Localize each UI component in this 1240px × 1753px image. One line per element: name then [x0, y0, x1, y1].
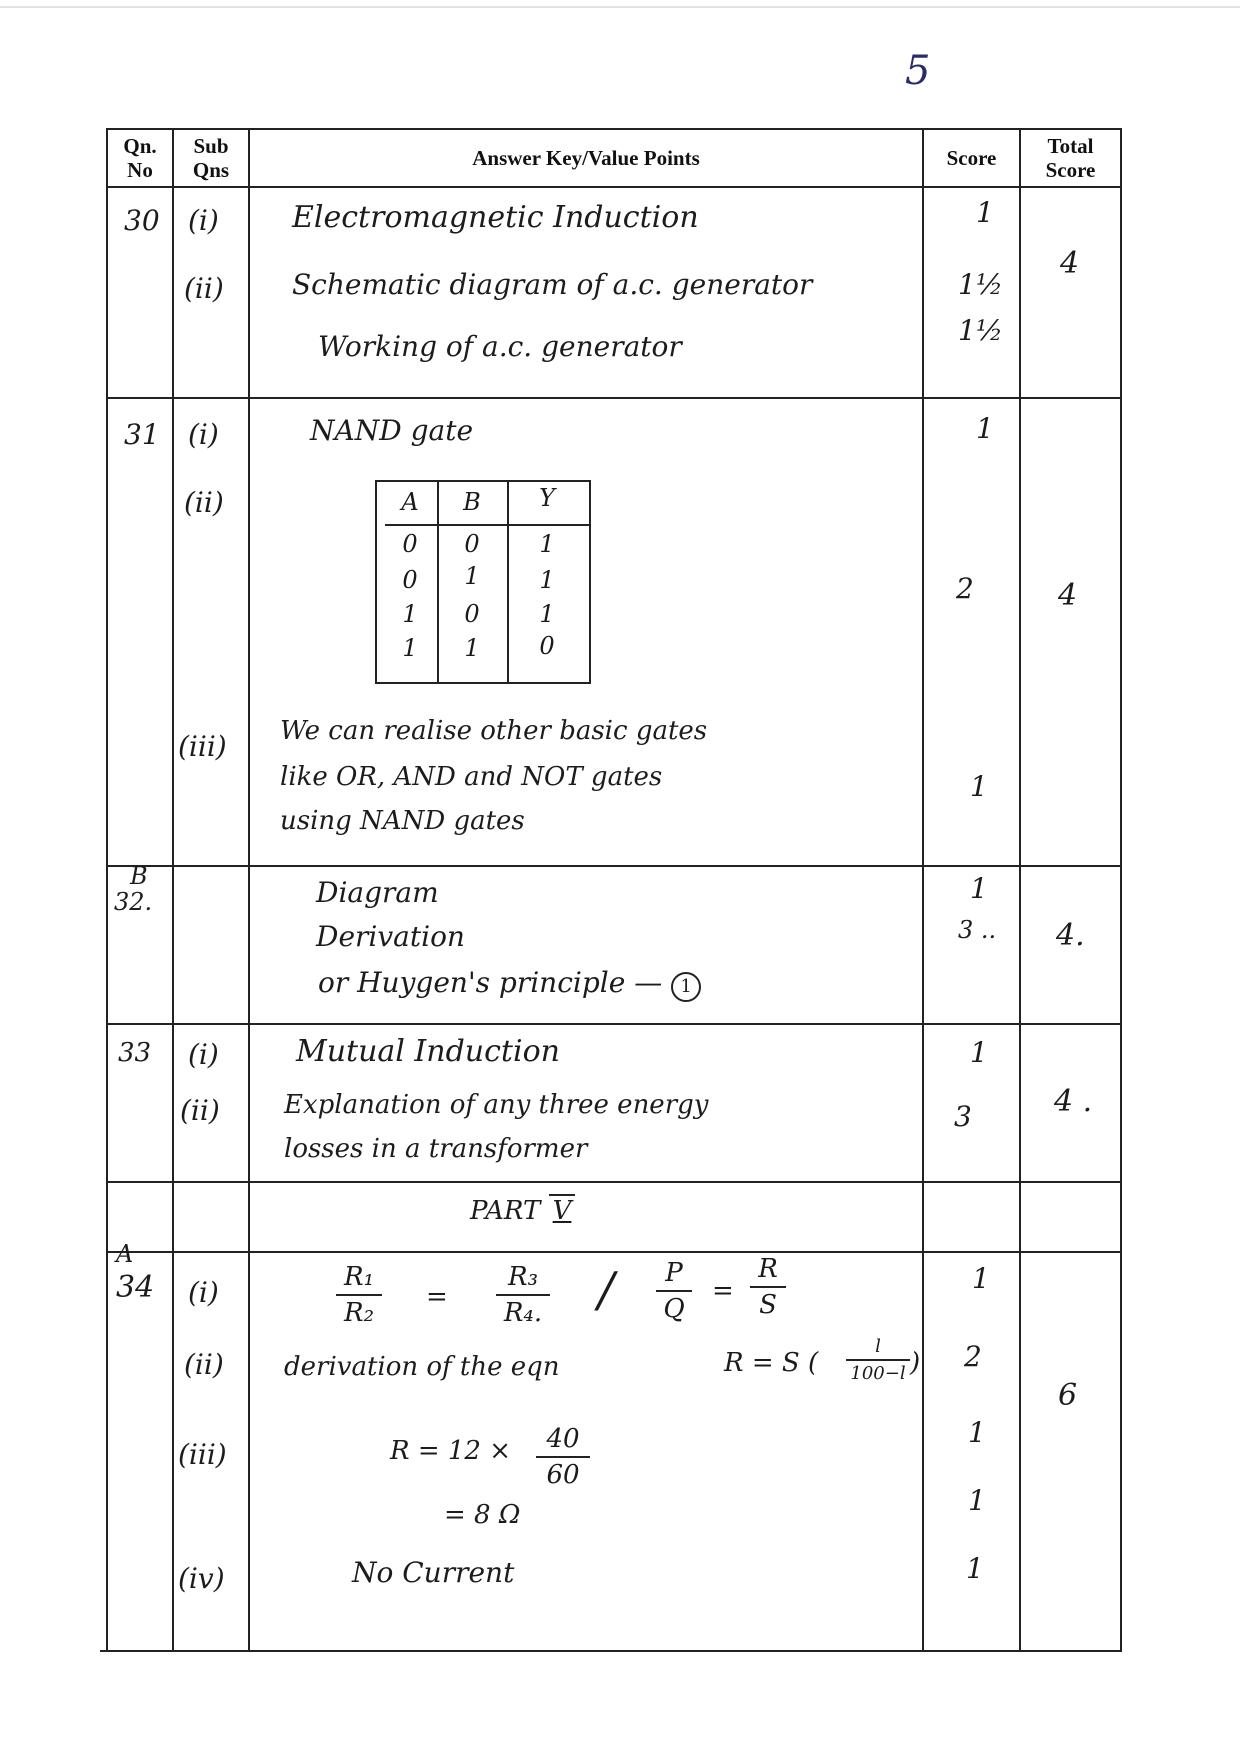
q34-total: 6 — [1058, 1378, 1078, 1413]
tt-cell: 1 — [539, 566, 555, 594]
q33-number: 33 — [118, 1038, 152, 1068]
q31-iii-line-3: using NAND gates — [280, 806, 525, 836]
q31-sub-iii: (iii) — [178, 730, 227, 763]
eq-iii-lhs: R = 12 × — [390, 1436, 512, 1466]
q33-score-1: 1 — [970, 1036, 988, 1069]
q30-line-1: Electromagnetic Induction — [292, 200, 699, 235]
q30-sub-i: (i) — [188, 204, 219, 237]
eq-ii-lhs: R = S ( — [724, 1348, 819, 1378]
eq-ii-frac: l 100−l — [846, 1336, 910, 1384]
q31-iii-line-2: like OR, AND and NOT gates — [280, 762, 663, 792]
tt-cell: 1 — [402, 634, 418, 662]
tt-cell: 0 — [402, 530, 418, 558]
q33-sub-i: (i) — [188, 1038, 219, 1071]
q33-total: 4 . — [1054, 1084, 1093, 1119]
q34-score-4: 1 — [968, 1484, 986, 1517]
q32-line-1: Diagram — [316, 876, 439, 909]
header-total-score: Total Score — [1045, 134, 1096, 182]
q34-score-1: 1 — [972, 1262, 990, 1295]
q34-sub-iii: (iii) — [178, 1438, 227, 1471]
q34-score-2: 2 — [964, 1340, 982, 1373]
eq-i-frac-1: R₁ R₂ — [336, 1262, 382, 1328]
q33-score-2: 3 — [954, 1100, 972, 1133]
q30-number: 30 — [124, 204, 160, 237]
q31-total: 4 — [1058, 578, 1078, 613]
tt-cell: 0 — [464, 530, 480, 558]
eq-i-separator: / — [598, 1262, 615, 1318]
q33-sub-ii: (ii) — [180, 1094, 220, 1127]
q32-score-2: 3 .. — [958, 916, 997, 944]
eq-i-frac-4: R S — [750, 1254, 786, 1320]
q34-number: 34 — [116, 1270, 155, 1305]
q30-score-3: 1½ — [958, 314, 1003, 347]
page-number: 5 — [905, 48, 931, 94]
eq-iii-result: = 8 Ω — [444, 1500, 521, 1530]
q32-number-marker: B — [130, 862, 148, 890]
tt-cell: 1 — [539, 600, 555, 628]
q34-sub-i: (i) — [188, 1276, 219, 1309]
tt-header-a: A — [401, 488, 419, 516]
q33-line-3: losses in a transformer — [284, 1134, 588, 1164]
eq-iii-frac: 40 60 — [536, 1424, 590, 1490]
eq-i-equals: = — [426, 1282, 448, 1312]
q31-sub-ii: (ii) — [184, 486, 224, 519]
header-answer-key: Answer Key/Value Points — [472, 146, 700, 170]
truth-table — [375, 480, 591, 684]
circled-mark: 1 — [671, 972, 701, 1002]
q31-sub-i: (i) — [188, 418, 219, 451]
eq-i-frac-3: P Q — [656, 1258, 692, 1324]
q33-line-2: Explanation of any three energy — [284, 1090, 709, 1120]
q34-number-marker: A — [116, 1240, 134, 1268]
eq-i-equals-2: = — [712, 1276, 734, 1306]
eq-i-frac-2: R₃ R₄. — [496, 1262, 550, 1328]
tt-header-b: B — [463, 488, 481, 516]
tt-cell: 0 — [464, 600, 480, 628]
part-numeral: V — [549, 1194, 576, 1226]
q34-score-5: 1 — [966, 1552, 984, 1585]
q34-iv-text: No Current — [352, 1556, 515, 1589]
header-sub-qns: Sub Qns — [192, 134, 230, 182]
q32-line-3: or Huygen's principle — 1 — [318, 966, 701, 1002]
part-heading: PART V — [470, 1196, 575, 1226]
q31-score-1: 1 — [976, 412, 994, 445]
q33-line-1: Mutual Induction — [296, 1034, 560, 1069]
header-score: Score — [946, 146, 997, 170]
q30-score-2: 1½ — [958, 268, 1003, 301]
q34-sub-ii: (ii) — [184, 1348, 224, 1381]
tt-cell: 0 — [402, 566, 418, 594]
q32-line-2: Derivation — [316, 920, 465, 953]
q32-score-1: 1 — [970, 872, 988, 905]
tt-cell: 0 — [539, 632, 555, 660]
q31-iii-line-1: We can realise other basic gates — [280, 716, 708, 746]
scan-edge — [0, 6, 1240, 8]
q34-sub-iv: (iv) — [178, 1562, 225, 1595]
q34-score-3: 1 — [968, 1416, 986, 1449]
q30-score-1: 1 — [976, 196, 994, 229]
tt-cell: 1 — [539, 530, 555, 558]
q31-line-1: NAND gate — [310, 414, 474, 447]
q30-line-2: Schematic diagram of a.c. generator — [292, 268, 813, 301]
tt-cell: 1 — [464, 634, 480, 662]
tt-cell: 1 — [402, 600, 418, 628]
q31-score-2: 2 — [956, 572, 974, 605]
q31-score-3: 1 — [970, 770, 988, 803]
q31-number: 31 — [124, 418, 160, 451]
q30-sub-ii: (ii) — [184, 272, 224, 305]
q30-total: 4 — [1060, 246, 1080, 281]
tt-cell: 1 — [464, 562, 480, 590]
eq-ii-text: derivation of the eqn — [284, 1352, 560, 1382]
eq-ii-rhs: ) — [910, 1348, 921, 1378]
q32-total: 4. — [1056, 918, 1085, 953]
tt-header-y: Y — [539, 484, 555, 512]
q32-number: 32. — [114, 888, 153, 916]
header-qn-no: Qn. No — [123, 134, 157, 182]
q30-line-3: Working of a.c. generator — [318, 330, 682, 363]
